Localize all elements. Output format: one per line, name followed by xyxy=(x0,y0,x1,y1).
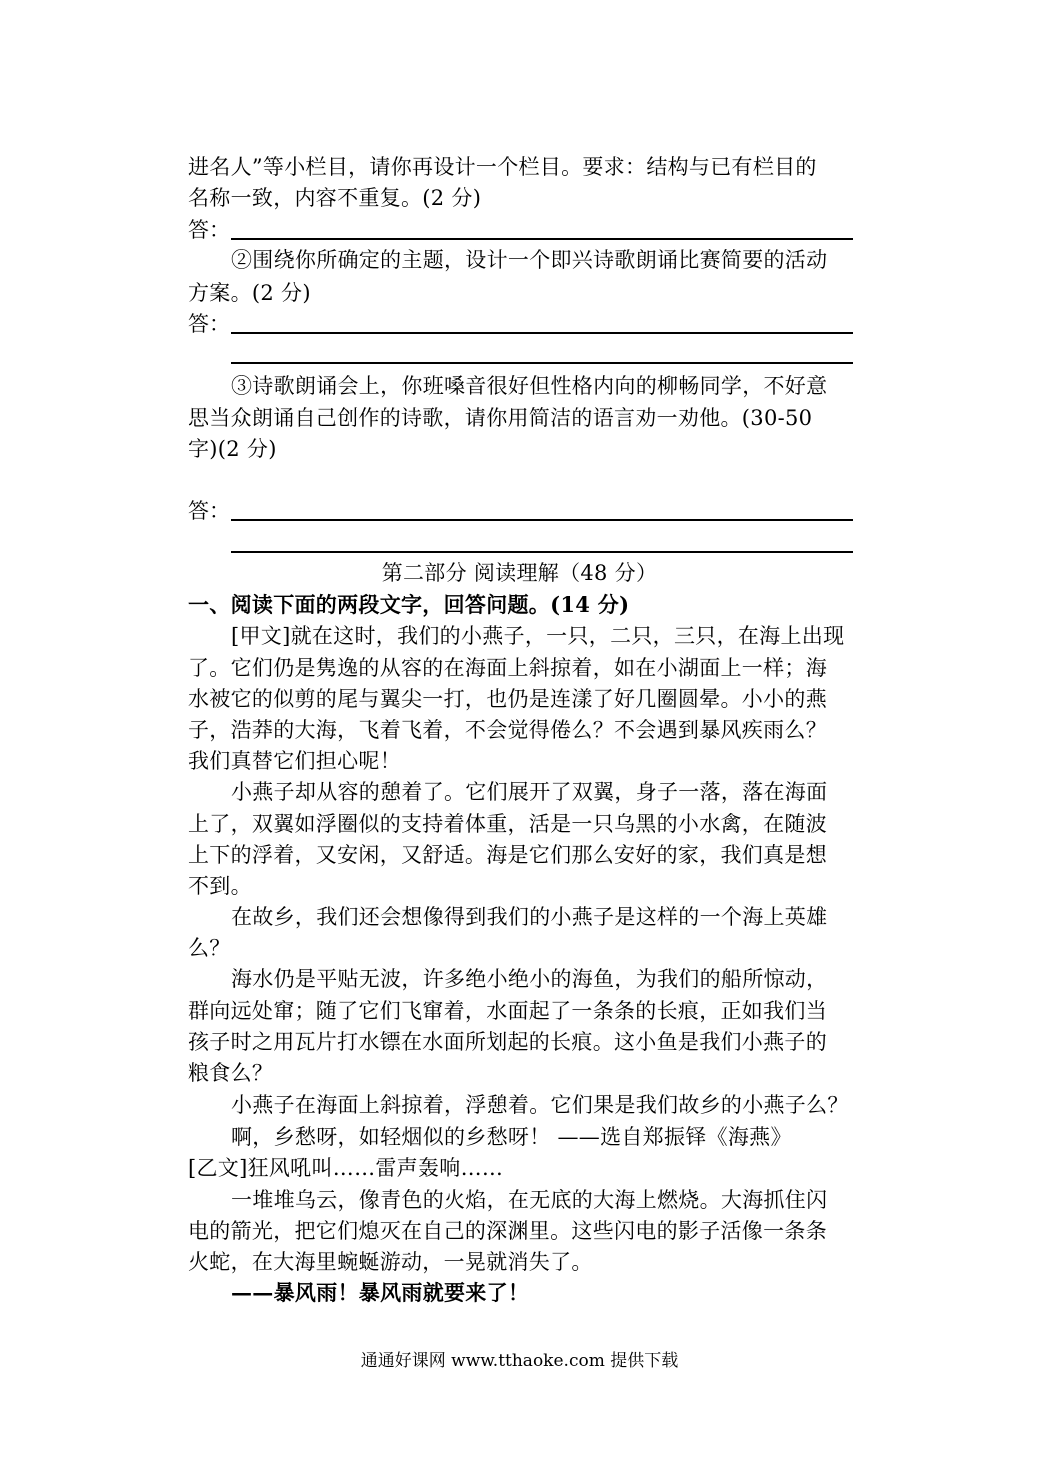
passage-line: 粮食么？ xyxy=(188,1061,274,1085)
passage-line: 孩子时之用瓦片打水镖在水面所划起的长痕。这小鱼是我们小燕子的 xyxy=(188,1030,827,1054)
question-text: ②围绕你所确定的主题，设计一个即兴诗歌朗诵比赛简要的活动 xyxy=(231,248,828,272)
passage-line: 火蛇，在大海里蜿蜒游动，一晃就消失了。 xyxy=(188,1250,593,1274)
passage-line: [甲文]就在这时，我们的小燕子，一只，二只，三只，在海上出现 xyxy=(231,624,845,648)
answer-blank-line[interactable] xyxy=(231,519,853,521)
passage-line: 我们真替它们担心呢！ xyxy=(188,749,401,773)
passage-line: 了。它们仍是隽逸的从容的在海面上斜掠着，如在小湖面上一样；海 xyxy=(188,656,827,680)
passage-line: 群向远处窜；随了它们飞窜着，水面起了一条条的长痕，正如我们当 xyxy=(188,999,827,1023)
passage-line: 么？ xyxy=(188,936,231,960)
passage-line: 海水仍是平贴无波，许多绝小绝小的海鱼，为我们的船所惊动， xyxy=(231,967,828,991)
answer-label: 答： xyxy=(188,499,230,523)
passage-line: 在故乡，我们还会想像得到我们的小燕子是这样的一个海上英雄 xyxy=(231,905,828,929)
answer-label: 答： xyxy=(188,312,230,336)
passage-line: 上下的浮着，又安闲，又舒适。海是它们那么安好的家，我们真是想 xyxy=(188,843,827,867)
answer-blank-line[interactable] xyxy=(231,362,853,364)
question-text: 字)(2 分) xyxy=(188,437,277,461)
answer-blank-line[interactable] xyxy=(231,238,853,240)
passage-line: [乙文]狂风吼叫……雷声轰响…… xyxy=(188,1156,504,1180)
question-text: 方案。(2 分) xyxy=(188,281,311,305)
passage-line: 小燕子却从容的憩着了。它们展开了双翼，身子一落，落在海面 xyxy=(231,780,828,804)
question-text: 思当众朗诵自己创作的诗歌，请你用简洁的语言劝一劝他。(30-50 xyxy=(188,406,813,430)
footer-text: 通通好课网 www.tthaoke.com 提供下载 xyxy=(360,1351,679,1371)
passage-line: 啊，乡愁呀，如轻烟似的乡愁呀！ ——选自郑振铎《海燕》 xyxy=(231,1125,792,1149)
answer-blank-line[interactable] xyxy=(231,551,853,553)
question-heading: 一、阅读下面的两段文字，回答问题。(14 分) xyxy=(188,592,630,617)
passage-line: ——暴风雨！暴风雨就要来了！ xyxy=(231,1280,530,1305)
answer-label: 答： xyxy=(188,218,230,242)
passage-line: 电的箭光，把它们熄灭在自己的深渊里。这些闪电的影子活像一条条 xyxy=(188,1219,827,1243)
passage-line: 子，浩莽的大海，飞着飞着，不会觉得倦么？不会遇到暴风疾雨么？ xyxy=(188,718,827,742)
question-text: 名称一致，内容不重复。(2 分) xyxy=(188,186,482,210)
passage-line: 上了，双翼如浮圈似的支持着体重，活是一只乌黑的小水禽，在随波 xyxy=(188,812,827,836)
passage-line: 一堆堆乌云，像青色的火焰，在无底的大海上燃烧。大海抓住闪 xyxy=(231,1188,828,1212)
answer-blank-line[interactable] xyxy=(231,332,853,334)
question-text: ③诗歌朗诵会上，你班嗓音很好但性格内向的柳畅同学，不好意 xyxy=(231,374,828,398)
question-text: 进名人”等小栏目，请你再设计一个栏目。要求：结构与已有栏目的 xyxy=(188,155,817,179)
part-title: 第二部分 阅读理解（48 分） xyxy=(381,561,658,585)
passage-line: 小燕子在海面上斜掠着，浮憩着。它们果是我们故乡的小燕子么？ xyxy=(231,1093,849,1117)
passage-line: 水被它的似剪的尾与翼尖一打，也仍是连漾了好几圈圆晕。小小的燕 xyxy=(188,687,827,711)
passage-line: 不到。 xyxy=(188,874,252,898)
